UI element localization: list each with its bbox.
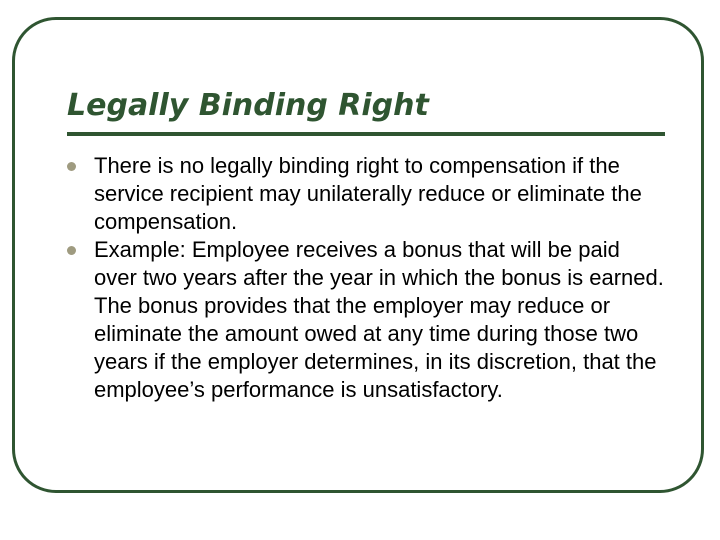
bullet-item <box>67 236 667 404</box>
bullet-text: There is no legally binding right to compensation if the service recipient may unilaterally reduce or eliminate the compensation. <box>94 153 642 234</box>
bullet-text: Example: Employee receives a bonus that will be paid over two years after the year in which the bonus is earned. The bonus provides that the employer may reduce or eliminate the amount owed at any time during those two years if the employer determines, in its discretion, that the employee’s performance is unsatisfactory. <box>94 237 664 402</box>
title-underline <box>67 132 665 136</box>
bullet-dot-icon <box>67 246 76 255</box>
bullet-list <box>67 152 667 404</box>
bullet-item <box>67 152 667 236</box>
bullet-dot-icon <box>67 162 76 171</box>
slide-title: Legally Binding Right <box>67 88 429 123</box>
